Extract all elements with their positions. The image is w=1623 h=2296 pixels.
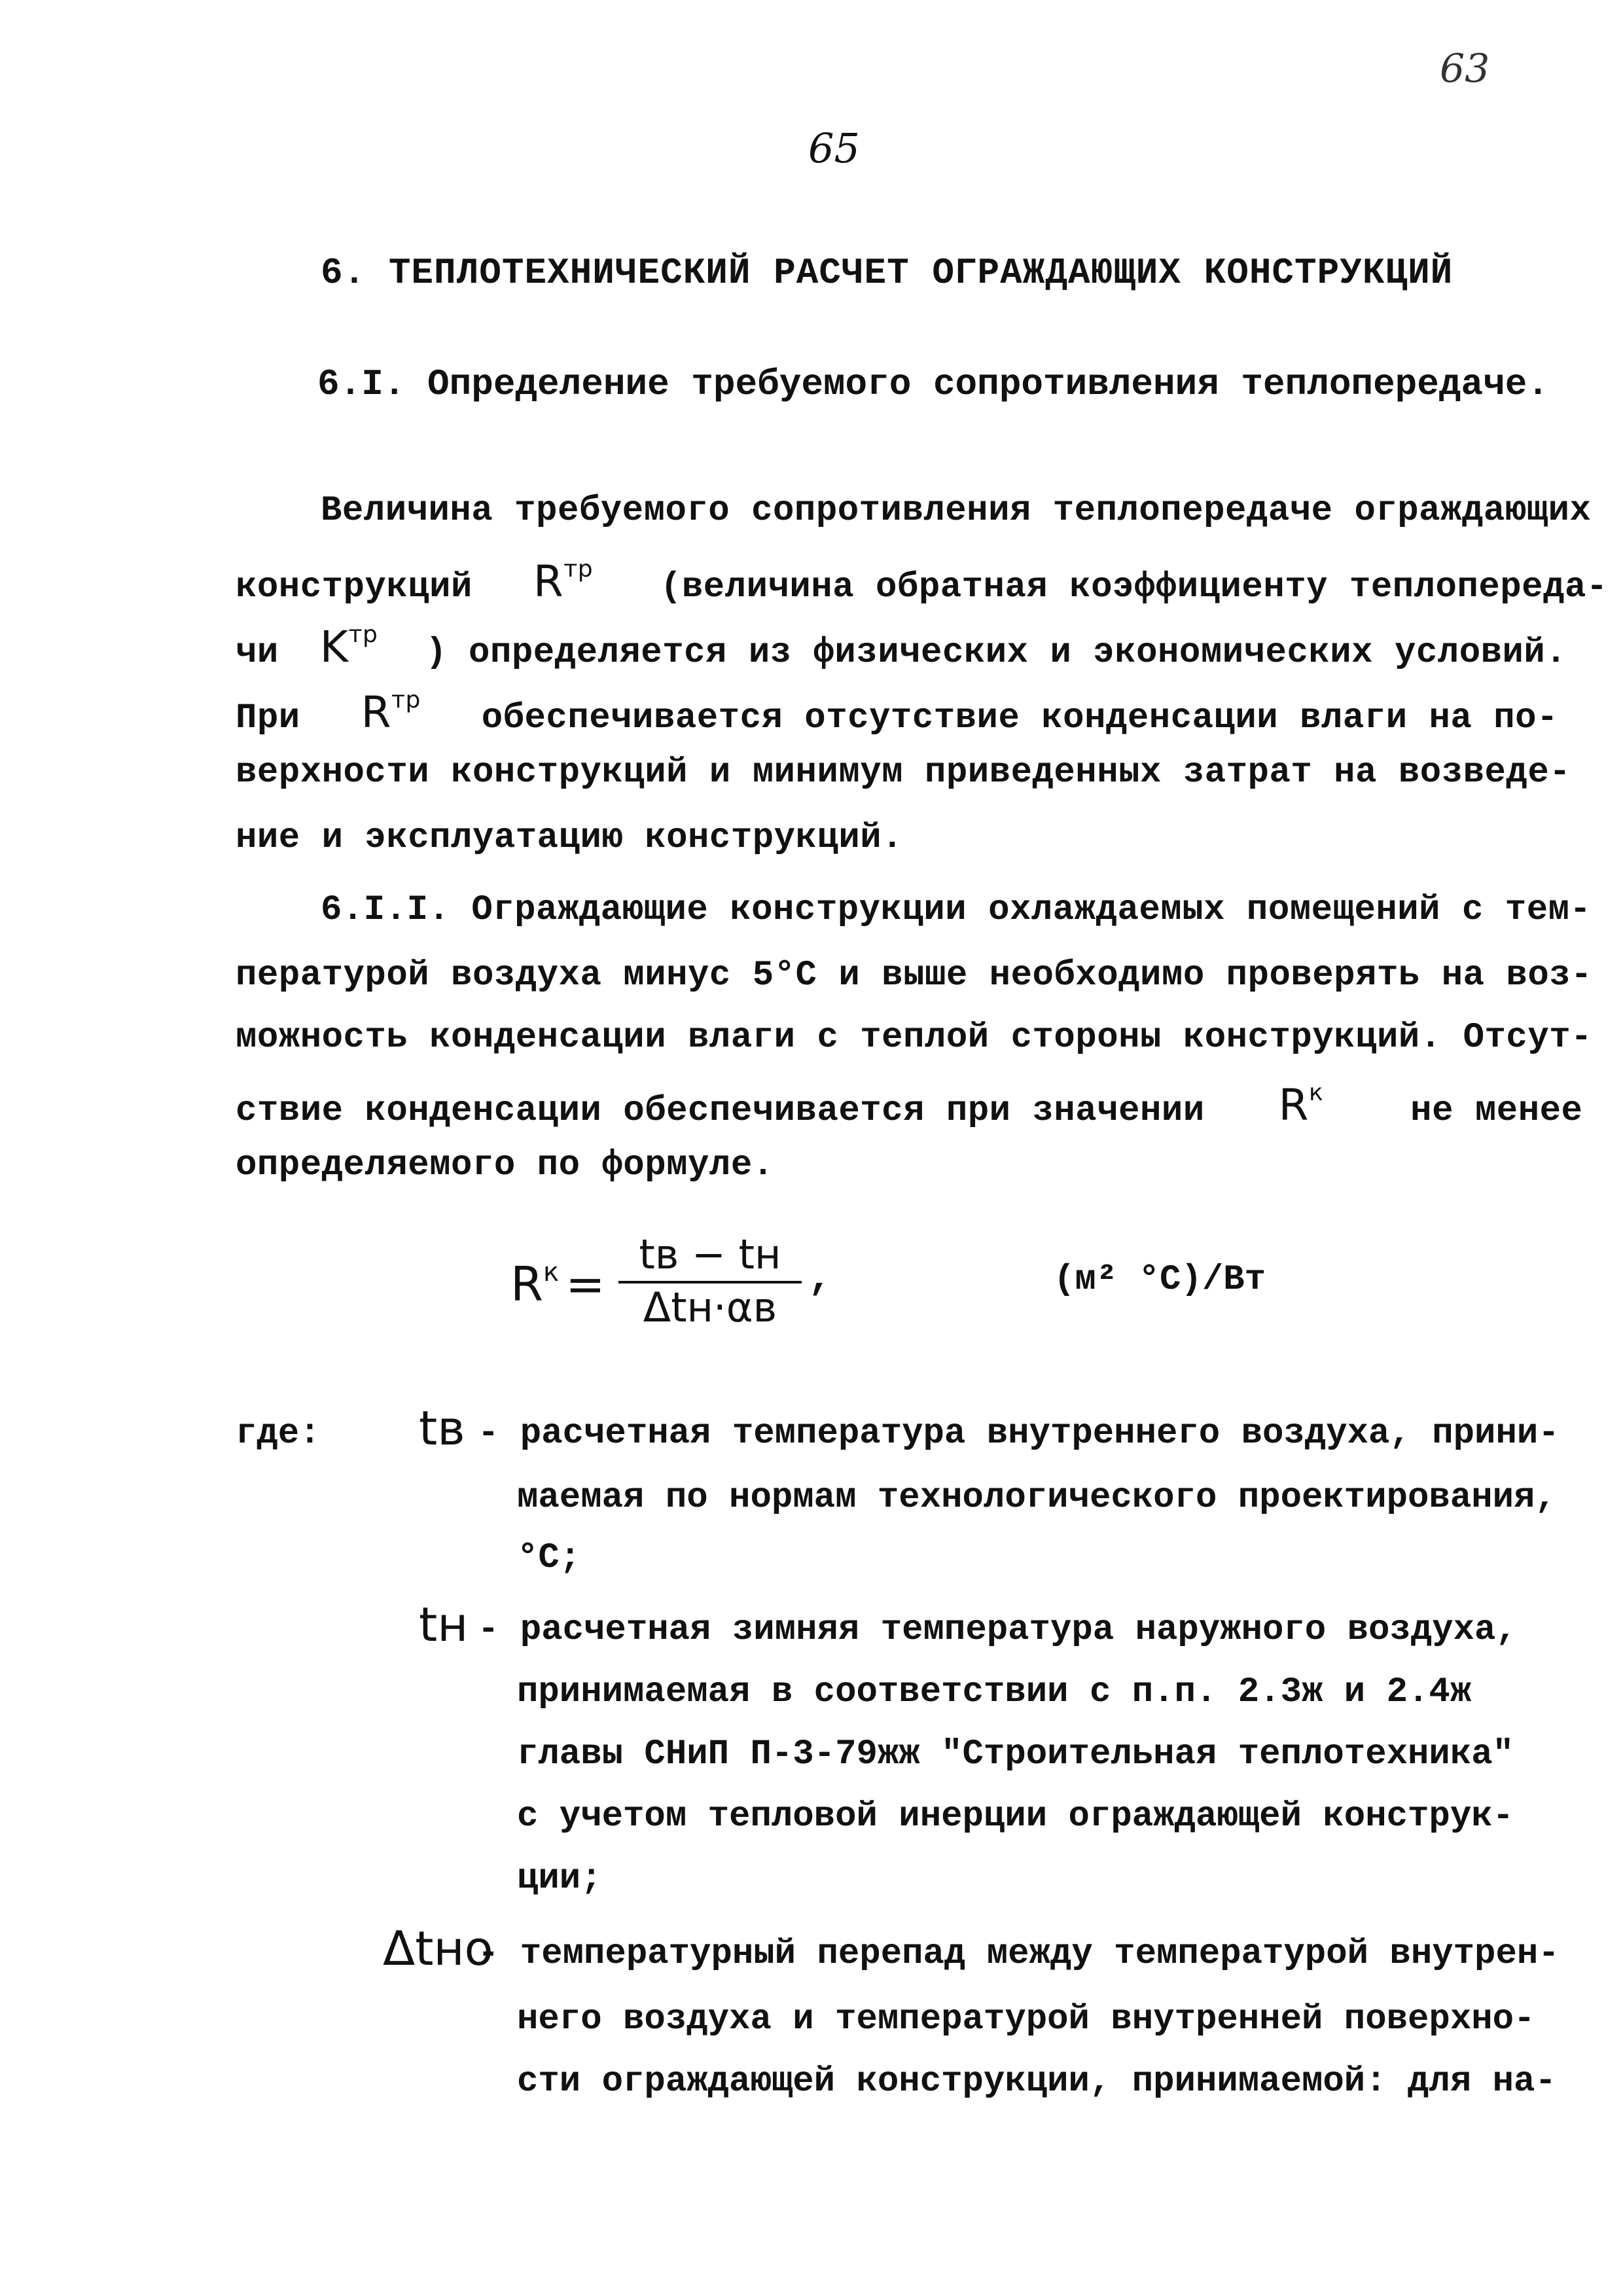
symbol-r-2: R: [361, 687, 391, 738]
symbol-k: K: [319, 622, 349, 672]
def-tn-line4: с учетом тепловой инерции ограждающей конструк-: [517, 1797, 1514, 1837]
formula-units: (м² °С)/Вт: [1054, 1260, 1266, 1300]
p1-l2a: конструкций: [236, 567, 473, 607]
formula-denominator: Δtн·αв: [643, 1283, 777, 1331]
symbol-rk-letter: R: [1278, 1080, 1310, 1130]
def-dt-line1: - температурный перепад между температурой внутрен-: [478, 1934, 1560, 1974]
def-dt-line2: него воздуха и температурой внутренней поверхно-: [517, 2000, 1535, 2039]
p1-l2b: (величина обратная коэффициенту теплопереда-: [660, 567, 1608, 607]
p2-l4b: не менее: [1410, 1091, 1583, 1131]
paragraph1-line4: [236, 687, 1558, 738]
paragraph1-line5: верхности конструкций и минимум приведенных затрат на возведе-: [236, 753, 1571, 793]
paragraph1-line6: ние и эксплуатацию конструкций.: [236, 818, 904, 858]
formula-numerator: tв − tн: [618, 1230, 802, 1283]
p1-l3a: чи: [236, 633, 279, 673]
p1-l3b: ) определяется из физических и экономических условий.: [425, 633, 1567, 673]
paragraph1-line1: Величина требуемого сопротивления теплопередаче ограждающих: [321, 491, 1592, 531]
formula-lhs-sup: к: [543, 1257, 560, 1287]
where-label: где:: [236, 1414, 321, 1454]
page-number: 65: [808, 124, 860, 172]
def-symbol-tv: tв: [419, 1401, 465, 1456]
def-tv-line1: - расчетная температура внутреннего воздуха, прини-: [478, 1414, 1560, 1454]
paragraph1-line3: [236, 622, 1567, 673]
symbol-k-tr: [320, 622, 378, 672]
corner-mark: 63: [1440, 46, 1490, 92]
formula-comma: ,: [808, 1257, 832, 1301]
symbol-r-tr-2: [361, 687, 421, 738]
formula-lhs: [510, 1257, 605, 1312]
def-tn-line2: принимаемая в соответствии с п.п. 2.3ж и 2.4ж: [517, 1672, 1472, 1712]
symbol-r-sup-2: тр: [391, 687, 421, 713]
p1-l4a: При: [236, 698, 300, 738]
symbol-r-tr: [533, 556, 593, 607]
paragraph1-line2: [236, 556, 1608, 607]
subsection-title: 6.I. Определение требуемого сопротивления теплопередаче.: [317, 363, 1549, 405]
paragraph2-line2: пературой воздуха минус 5°С и выше необходимо проверять на воз-: [236, 956, 1593, 996]
symbol-rk-sup: к: [1309, 1079, 1324, 1106]
def-symbol-dt: Δtнo: [383, 1921, 493, 1976]
def-symbol-tn: tн: [419, 1597, 469, 1652]
def-dt-line3: сти ограждающей конструкции, принимаемой: для на-: [517, 2062, 1556, 2102]
def-tv-line3: °С;: [517, 1538, 581, 1578]
def-tn-line3: главы СНиП П-3-79жж "Строительная теплотехника": [517, 1734, 1514, 1774]
section-title: 6. ТЕПЛОТЕХНИЧЕСКИЙ РАСЧЕТ ОГРАЖДАЮЩИХ КОНСТРУКЦИЙ: [321, 252, 1454, 294]
def-tn-line1: - расчетная зимняя температура наружного воздуха,: [478, 1610, 1517, 1650]
p1-l4b: обеспечивается отсутствие конденсации влаги на по-: [481, 698, 1558, 738]
symbol-r: R: [533, 556, 564, 607]
paragraph2-line5: определяемого по формуле.: [236, 1145, 774, 1185]
formula-equals: =: [565, 1257, 605, 1312]
p2-l4a: ствие конденсации обеспечивается при значении: [236, 1091, 1205, 1131]
symbol-r-sup: тр: [563, 556, 594, 583]
symbol-rk: [1279, 1080, 1324, 1130]
formula-fraction: [618, 1230, 802, 1331]
paragraph2-line3: можность конденсации влаги с теплой стороны конструкций. Отсут-: [236, 1018, 1593, 1058]
paragraph2-line1: 6.I.I. Ограждающие конструкции охлаждаемых помещений с тем-: [321, 890, 1592, 930]
symbol-k-sup: тр: [348, 621, 378, 648]
formula-lhs-letter: R: [510, 1257, 544, 1312]
formula: [510, 1230, 1623, 1361]
paragraph2-line4: [236, 1080, 1582, 1131]
def-tv-line2: маемая по нормам технологического проектирования,: [517, 1478, 1556, 1518]
def-tn-line5: ции;: [517, 1859, 602, 1899]
